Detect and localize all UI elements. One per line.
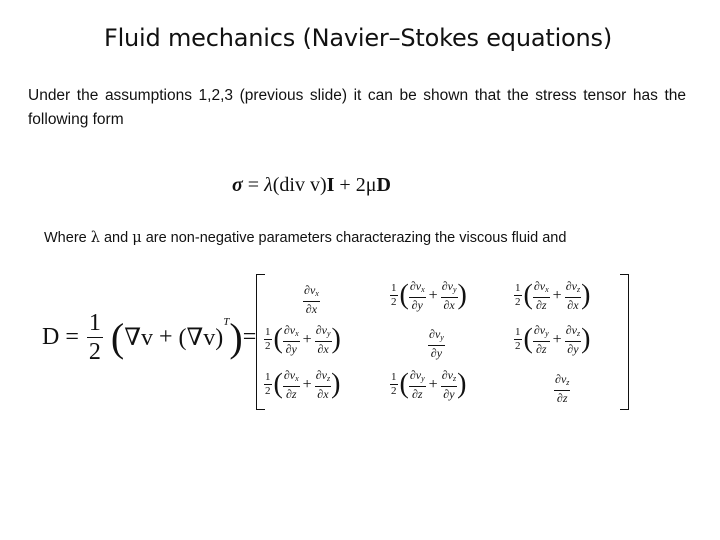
partial-derivative: $\frac{\partial v_x}{\partial y}$ (409, 279, 425, 312)
partial-derivative: $\frac{\partial v_z}{\partial x}$ (315, 368, 331, 401)
intro-paragraph: Under the assumptions 1,2,3 (previous slide) it can be shown that the stress tensor has the following form (28, 87, 686, 128)
partial-derivative: $\frac{\partial v_x}{\partial z}$ (533, 279, 549, 312)
partial-derivative: $\frac{\partial v_z}{\partial y}$ (565, 323, 581, 356)
d-equals-2: = (242, 324, 257, 350)
where-suffix: are non-negative parameters characterazing the viscous fluid and (145, 230, 567, 246)
partial-derivative: $\frac{\partial v_x}{\partial z}$ (283, 368, 299, 401)
fraction-denominator: 2 (88, 339, 101, 365)
matrix-right-bracket (620, 274, 629, 410)
two-mu-term: 2μ (355, 174, 377, 196)
d-definition-lhs (42, 310, 256, 365)
matrix-cell-3-2: $\frac{1}{2}$ ( $\frac{\partial v_y}{\partial z}$ + $\frac{\partial v_z}{\partial y}$ ) (391, 368, 467, 401)
half-fraction: $\frac{1}{2}$ (391, 371, 397, 397)
equals-sign: = (247, 174, 260, 196)
fraction-numerator: 1 (88, 310, 101, 336)
fraction-bar (87, 337, 103, 338)
transpose-mark: T (223, 316, 230, 329)
matrix-cell-1-3: $\frac{1}{2}$ ( $\frac{\partial v_x}{\partial z}$ + $\frac{\partial v_z}{\partial x}$ ) (515, 279, 591, 312)
where-sentence (44, 230, 566, 246)
grad-v-transpose: (∇v) (178, 325, 224, 351)
where-and: and (103, 230, 129, 246)
matrix-cell-2-3: $\frac{1}{2}$ ( $\frac{\partial v_y}{\partial z}$ + $\frac{\partial v_z}{\partial y}$ ) (515, 323, 591, 356)
identity-tensor: I (326, 174, 335, 196)
partial-derivative: $\frac{\partial v_x}{\partial y}$ (283, 323, 299, 356)
grad-v: ∇v (124, 325, 153, 351)
matrix-cell-3-3 (554, 372, 570, 405)
half-fraction: $\frac{1}{2}$ (391, 282, 397, 308)
plus-sign: + (339, 174, 351, 196)
partial-derivative: $\frac{\partial v_y}{\partial z}$ (409, 368, 425, 401)
matrix-cell-1-2: $\frac{1}{2}$ ( $\frac{\partial v_x}{\partial y}$ + $\frac{\partial v_y}{\partial x}$ ) (391, 279, 467, 312)
where-prefix: Where (44, 230, 87, 246)
d-symbol: D (42, 324, 60, 350)
open-paren: ( (110, 315, 125, 360)
lambda-symbol: λ (264, 174, 273, 196)
partial-derivative: $\frac{\partial v_y}{\partial z}$ (533, 323, 549, 356)
sigma-symbol: σ (232, 174, 243, 196)
half-fraction: $\frac{1}{2}$ (515, 326, 521, 352)
stress-tensor-equation (232, 174, 391, 197)
partial-derivative: $\frac{\partial v_y}{\partial x}$ (441, 279, 457, 312)
half-fraction: $\frac{1}{2}$ (515, 282, 521, 308)
matrix-cell-3-1: $\frac{1}{2}$ ( $\frac{\partial v_x}{\partial z}$ + $\frac{\partial v_z}{\partial x}$ ) (265, 368, 341, 401)
div-v-term: (div v) (272, 174, 327, 196)
matrix-cell-2-1: $\frac{1}{2}$ ( $\frac{\partial v_x}{\partial y}$ + $\frac{\partial v_y}{\partial x}$ ) (265, 323, 341, 356)
partial-derivative: $\frac{\partial v_z}{\partial x}$ (565, 279, 581, 312)
where-lambda: λ (90, 230, 100, 246)
partial-derivative: $\frac{\partial v_x}{\partial x}$ (304, 283, 319, 316)
slide-title: Fluid mechanics (Navier–Stokes equations) (103, 24, 613, 52)
close-paren: ) (229, 315, 243, 360)
matrix-cell-2-2 (428, 327, 445, 360)
plus-sign-2: + (158, 324, 173, 350)
one-half-fraction (87, 310, 103, 365)
partial-derivative: $\frac{\partial v_y}{\partial y}$ (429, 327, 444, 360)
partial-derivative: $\frac{\partial v_y}{\partial x}$ (315, 323, 331, 356)
d-equals-1: = (65, 324, 79, 350)
where-mu: μ (132, 230, 142, 246)
partial-derivative: $\frac{\partial v_z}{\partial y}$ (441, 368, 457, 401)
half-fraction: $\frac{1}{2}$ (265, 371, 271, 397)
partial-derivative: $\frac{\partial v_z}{\partial z}$ (555, 372, 570, 405)
d-tensor: D (376, 174, 391, 196)
half-fraction: $\frac{1}{2}$ (265, 326, 271, 352)
matrix-cell-1-1 (303, 283, 320, 316)
